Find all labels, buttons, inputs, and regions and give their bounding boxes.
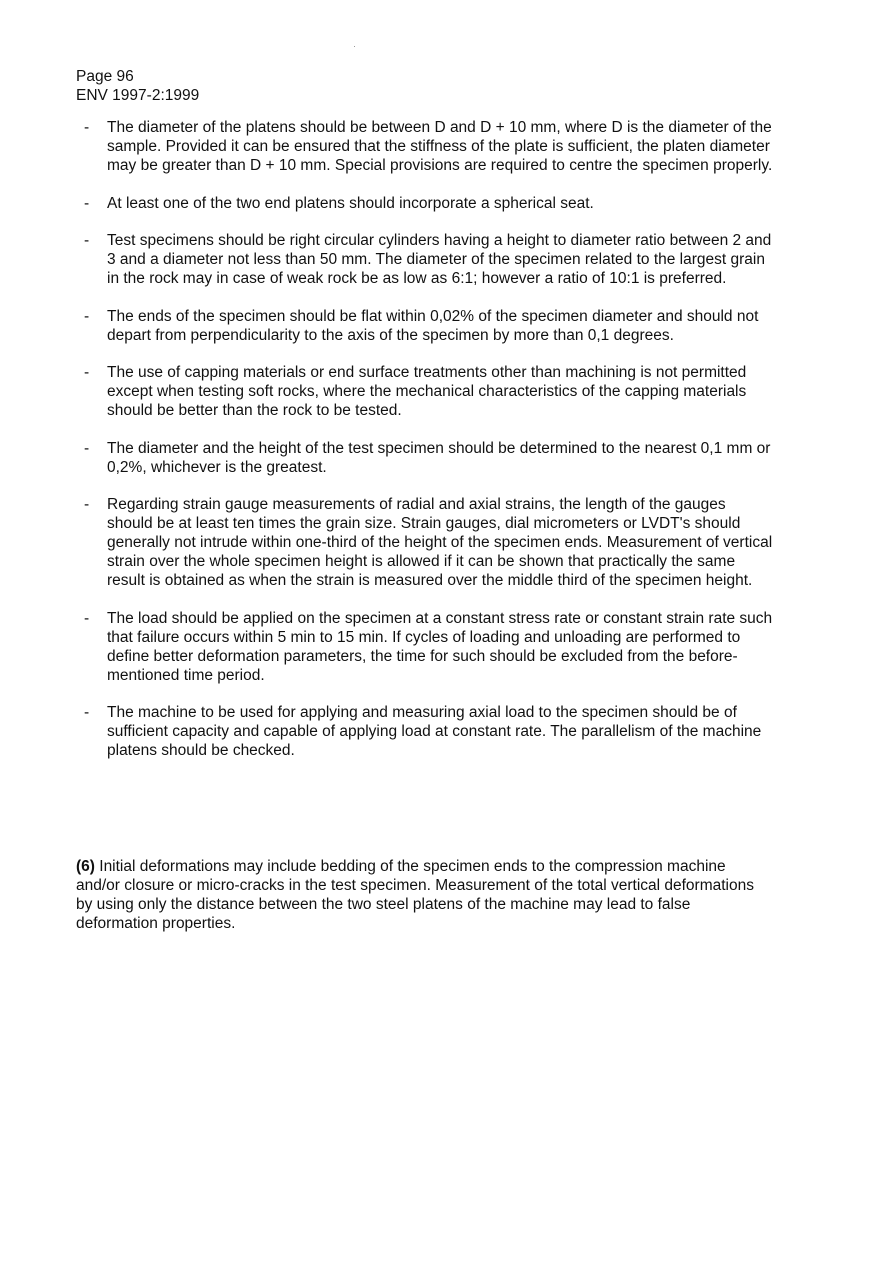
list-item [84, 307, 774, 345]
list-item [84, 194, 774, 213]
list-item [84, 703, 774, 760]
bullet-dash: - [84, 439, 90, 457]
bullet-dash: - [84, 704, 90, 721]
list-item-text: The use of capping materials or end surface treatments other than machining is not permitted except when testing soft rocks, where the mechanical characteristics of the capping materials should be better than the rock to be tested. [107, 364, 747, 419]
list-item [84, 118, 774, 175]
list-item-text: The load should be applied on the specimen at a constant stress rate or constant strain rate such that failure occurs within 5 min to 15 min. If cycles of loading and unloading are performed to define better deformation parameters, the time for such should be excluded from the before-mentioned time period. [107, 609, 773, 684]
list-item-text: Test specimens should be right circular cylinders having a height to diameter ratio between 2 and 3 and a diameter not less than 50 mm. The diameter of the specimen related to the largest grain in the rock may in case of weak rock be as low as 6:1; however a ratio of 10:1 is preferred. [107, 232, 772, 287]
list-item [84, 609, 774, 685]
list-item-text: The ends of the specimen should be flat within 0,02% of the specimen diameter and should not depart from perpendicularity to the axis of the specimen by more than 0,1 degrees. [107, 307, 759, 344]
page-header [76, 67, 199, 105]
bullet-dash: - [84, 119, 90, 136]
list-item-text: Regarding strain gauge measurements of radial and axial strains, the length of the gauges should be at least ten times the grain size. Strain gauges, dial micrometers or LVDT's should generally not intrude within one-third of the height of the specimen ends. Measurement of vertical strain over the whole specimen height is allowed if it can be shown that practically the same result is obtained as when the strain is measured over the middle third of the specimen height. [107, 496, 773, 589]
bullet-dash: - [84, 609, 90, 627]
scan-speck [354, 46, 355, 47]
list-item-text: The diameter of the platens should be between D and D + 10 mm, where D is the diameter of the sample. Provided it can be ensured that the stiffness of the plate is sufficient, the platen diameter may be greater than D + 10 mm. Special provisions are required to centre the specimen properly. [107, 119, 773, 174]
list-item-text: The diameter and the height of the test specimen should be determined to the nearest 0,1 mm or 0,2%, whichever is the greatest. [107, 439, 771, 476]
requirements-list [84, 118, 774, 779]
list-item [84, 363, 774, 420]
page-number: Page 96 [76, 68, 134, 85]
list-item [84, 439, 774, 477]
bullet-dash: - [84, 496, 90, 513]
list-item-text: The machine to be used for applying and measuring axial load to the specimen should be of sufficient capacity and capable of applying load at constant rate. The parallelism of the machine platens should be checked. [107, 704, 762, 759]
paragraph-6 [76, 857, 766, 933]
list-item [84, 231, 774, 288]
paragraph-text: Initial deformations may include bedding of the specimen ends to the compression machine and/or closure or micro-cracks in the test specimen. Measurement of the total vertical deformations by using only the distance between the two steel platens of the machine may lead to false deformation properties. [76, 858, 754, 932]
paragraph-number: (6) [76, 858, 95, 875]
list-item-text: At least one of the two end platens should incorporate a spherical seat. [107, 194, 594, 212]
bullet-dash: - [84, 232, 90, 249]
bullet-dash: - [84, 307, 90, 325]
standard-reference: ENV 1997-2:1999 [76, 87, 200, 104]
bullet-dash: - [84, 364, 90, 381]
bullet-dash: - [84, 194, 90, 212]
list-item [84, 495, 774, 590]
